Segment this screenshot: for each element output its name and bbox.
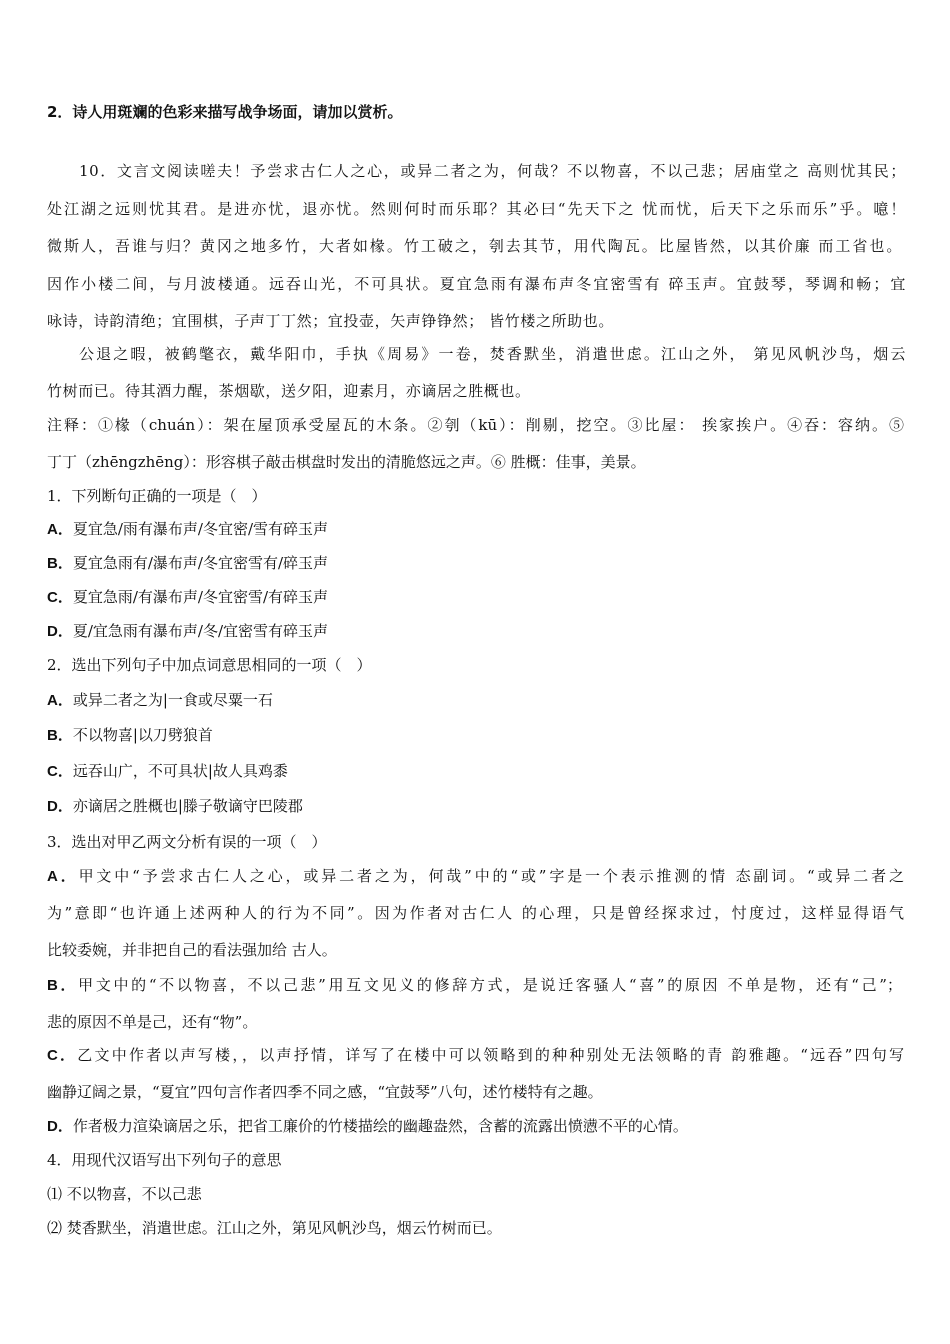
option-letter: B．: [47, 977, 79, 994]
passage-line: 竹树而已。待其酒力醒，茶烟歇，送夕阳，迎素月，亦谪居之胜概也。: [47, 382, 531, 400]
passage-line: 微斯人，吾谁与归？黄冈之地多竹，大者如椽。竹工破之，刳去其节，用代陶瓦。比屋皆然，以其价廉 而工省也。: [47, 237, 902, 255]
question-2-option-b[interactable]: [47, 725, 910, 746]
question-1-option-b[interactable]: [47, 553, 910, 574]
question-1-option-a[interactable]: [47, 519, 910, 540]
question-1-stem: 1．下列断句正确的一项是（ ）: [47, 487, 267, 505]
poem-question-2: 2．诗人用斑斓的色彩来描写战争场面，请加以赏析。: [47, 103, 403, 121]
question-3-stem: 3．选出对甲乙两文分析有误的一项（ ）: [47, 833, 327, 851]
question-3-option-d[interactable]: [47, 1116, 910, 1137]
passage-line: 咏诗，诗韵清绝；宜围棋，子声丁丁然；宜投壶，矢声铮铮然； 皆竹楼之所助也。: [47, 312, 614, 330]
notes-line: 丁丁（zhēngzhēng）：形容棋子敲击棋盘时发出的清脆悠远之声。⑥ 胜概：佳事，美景。: [47, 453, 646, 471]
option-text: 甲文中的“不以物喜，不以己悲”用互文见义的修辞方式，是说迁客骚人“喜”的原因 不单是物，还有“己”；: [78, 976, 902, 994]
option-text: 夏/宜急雨有瀑布声/冬/宜密雪有碎玉声: [72, 622, 329, 640]
option-letter: D．: [47, 798, 73, 815]
question-3-option-b[interactable]: [47, 975, 902, 996]
question-2-option-a[interactable]: [47, 690, 910, 711]
option-text: 或异二者之为|一食或尽粟一石: [72, 691, 273, 709]
option-letter: C．: [47, 589, 73, 606]
question-3-option-a[interactable]: [47, 866, 904, 887]
option-text: 不以物喜|以刀劈狼首: [72, 726, 213, 744]
notes-line: 注释：①椽（chuán）：架在屋顶承受屋瓦的木条。②刳（kū）：削剔，挖空。③比屋： 挨家挨户。④吞：容纳。⑤: [47, 416, 904, 434]
option-text: 夏宜急/雨有瀑布声/冬宜密/雪有碎玉声: [72, 520, 329, 538]
option-text: 夏宜急雨/有瀑布声/冬宜密雪/有碎玉声: [72, 588, 329, 606]
option-letter: A．: [47, 868, 79, 885]
question-3-option-c[interactable]: [47, 1045, 904, 1066]
option-text: 夏宜急雨有/瀑布声/冬宜密雪有/碎玉声: [72, 554, 329, 572]
option-letter: B．: [47, 727, 73, 744]
option-continuation: 幽静辽阔之景，“夏宜”四句言作者四季不同之感，“宜鼓琴”八句，述竹楼特有之趣。: [47, 1083, 603, 1101]
option-letter: B．: [47, 555, 73, 572]
question-1-option-d[interactable]: [47, 621, 910, 642]
option-continuation: 悲的原因不单是己，还有“物”。: [47, 1013, 258, 1031]
question-2-stem: 2．选出下列句子中加点词意思相同的一项（ ）: [47, 656, 372, 674]
passage-line: 处江湖之远则忧其君。是进亦忧，退亦忧。然则何时而乐耶？其必曰“先天下之 忧而忧，后天下之乐而乐”乎。噫！: [47, 200, 906, 218]
option-text: 远吞山广，不可具状|故人具鸡黍: [72, 762, 288, 780]
passage-line: 公退之暇，被鹤氅衣，戴华阳巾，手执《周易》一卷，焚香默坐，消遣世虑。江山之外， 第见风帆沙鸟，烟云: [79, 345, 906, 363]
passage-line: 10．文言文阅读嗟夫！予尝求古仁人之心，或异二者之为，何哉？不以物喜，不以己悲；居庙堂之 高则忧其民；: [79, 162, 906, 180]
option-letter: A．: [47, 692, 73, 709]
option-continuation: 比较委婉，并非把自己的看法强加给 古人。: [47, 941, 337, 959]
option-letter: A．: [47, 521, 73, 538]
question-4-item: ⑴ 不以物喜，不以己悲: [47, 1185, 202, 1203]
passage-line: 因作小楼二间，与月波楼通。远吞山光，不可具状。夏宜急雨有瀑布声冬宜密雪有 碎玉声。宜鼓琴，琴调和畅；宜: [47, 275, 906, 293]
option-letter: D．: [47, 1118, 73, 1135]
option-text: 亦谪居之胜概也|滕子敬谪守巴陵郡: [72, 797, 303, 815]
question-4-stem: 4．用现代汉语写出下列句子的意思: [47, 1151, 282, 1169]
option-letter: C．: [47, 763, 73, 780]
option-continuation: 为”意即“也许通上述两种人的行为不同”。因为作者对古仁人 的心理，只是曾经探求过，忖度过，这样显得语气: [47, 904, 904, 922]
question-2-option-c[interactable]: [47, 761, 910, 782]
option-text: 作者极力渲染谪居之乐，把省工廉价的竹楼描绘的幽趣盎然，含蓄的流露出愤懑不平的心情。: [72, 1117, 688, 1135]
question-2-option-d[interactable]: [47, 796, 910, 817]
option-text: 甲文中“予尝求古仁人之心，或异二者之为，何哉”中的“或”字是一个表示推测的情 态副词。“或异二者之: [78, 867, 904, 885]
question-1-option-c[interactable]: [47, 587, 910, 608]
option-text: 乙文中作者以声写楼，，以声抒情，详写了在楼中可以领略到的种种别处无法领略的青 韵雅趣。“远吞”四句写: [77, 1046, 904, 1064]
question-4-item: ⑵ 焚香默坐，消遣世虑。江山之外，第见风帆沙鸟，烟云竹树而已。: [47, 1219, 502, 1237]
option-letter: C．: [47, 1047, 78, 1064]
option-letter: D．: [47, 623, 73, 640]
